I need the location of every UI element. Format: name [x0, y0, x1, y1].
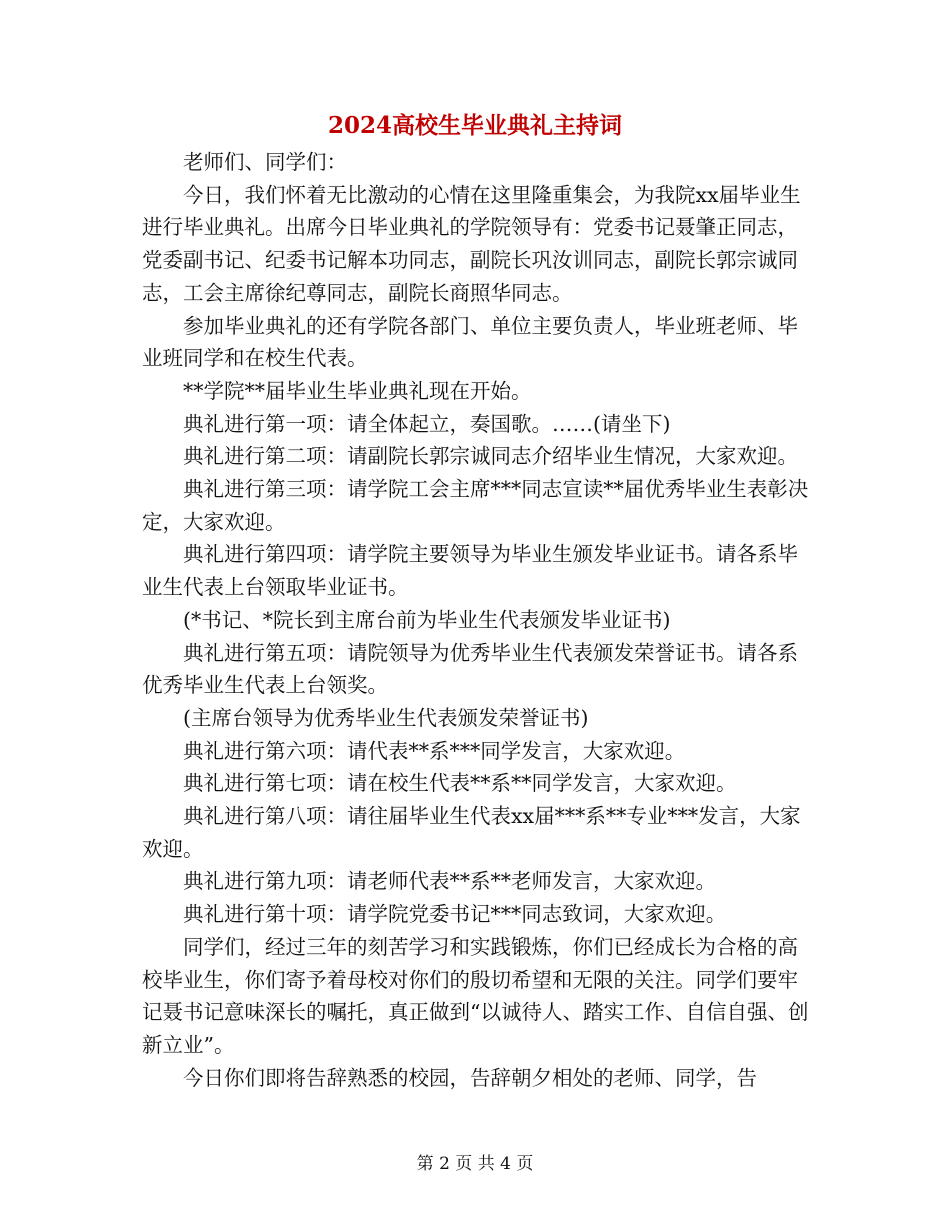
paragraph: 典礼进行第九项：请老师代表**系**老师发言，大家欢迎。 [183, 869, 716, 894]
paragraph: 今日你们即将告辞熟悉的校园，告辞朝夕相处的老师、同学，告 [183, 1065, 757, 1090]
document-body [142, 146, 810, 1094]
paragraph: 典礼进行第十项：请学院党委书记***同志致词，大家欢迎。 [183, 902, 727, 927]
paragraph: (*书记、*院长到主席台前为毕业生代表颁发毕业证书) [183, 607, 671, 632]
paragraph: 典礼进行第八项：请往届毕业生代表xx届***系**专业***发言，大家欢迎。 [142, 804, 801, 861]
document-title: 2024高校生毕业典礼主持词 [327, 112, 622, 139]
paragraph: 典礼进行第二项：请副院长郭宗诚同志介绍毕业生情况，大家欢迎。 [183, 444, 798, 469]
paragraph: **学院**届毕业生毕业典礼现在开始。 [183, 378, 532, 403]
paragraph: 典礼进行第七项：请在校生代表**系**同学发言，大家欢迎。 [183, 771, 737, 796]
paragraph: 今日，我们怀着无比激动的心情在这里隆重集会，为我院xx届毕业生进行毕业典礼。出席今日毕业典礼的学院领导有：党委书记聂肇正同志，党委副书记、纪委书记解本功同志，副院长巩汝训同志，副院长郭宗诚同志，工会主席徐纪尊同志，副院长商照华同志。 [142, 182, 801, 305]
paragraph: 典礼进行第四项：请学院主要领导为毕业生颁发毕业证书。请各系毕业生代表上台领取毕业证书。 [142, 542, 798, 600]
paragraph: 典礼进行第五项：请院领导为优秀毕业生代表颁发荣誉证书。请各系优秀毕业生代表上台领奖。 [142, 640, 798, 698]
paragraph: 参加毕业典礼的还有学院各部门、单位主要负责人，毕业班老师、毕业班同学和在校生代表。 [142, 313, 798, 371]
paragraph: 同学们，经过三年的刻苦学习和实践锻炼，你们已经成长为合格的高校毕业生，你们寄予着母校对你们的殷切希望和无限的关注。同学们要牢记聂书记意味深长的嘱托，真正做到“以诚待人、踏实工作、自信自强、创新立业”。 [142, 934, 809, 1057]
page-number-footer: 第 2 页 共 4 页 [416, 1154, 534, 1174]
paragraph: 典礼进行第三项：请学院工会主席***同志宣读**届优秀毕业生表彰决定，大家欢迎。 [142, 477, 809, 534]
paragraph: 老师们、同学们： [183, 150, 347, 174]
paragraph: (主席台领导为优秀毕业生代表颁发荣誉证书) [183, 705, 589, 730]
paragraph: 典礼进行第六项：请代表**系***同学发言，大家欢迎。 [183, 738, 686, 763]
paragraph: 典礼进行第一项：请全体起立，奏国歌。……(请坐下) [183, 411, 671, 436]
